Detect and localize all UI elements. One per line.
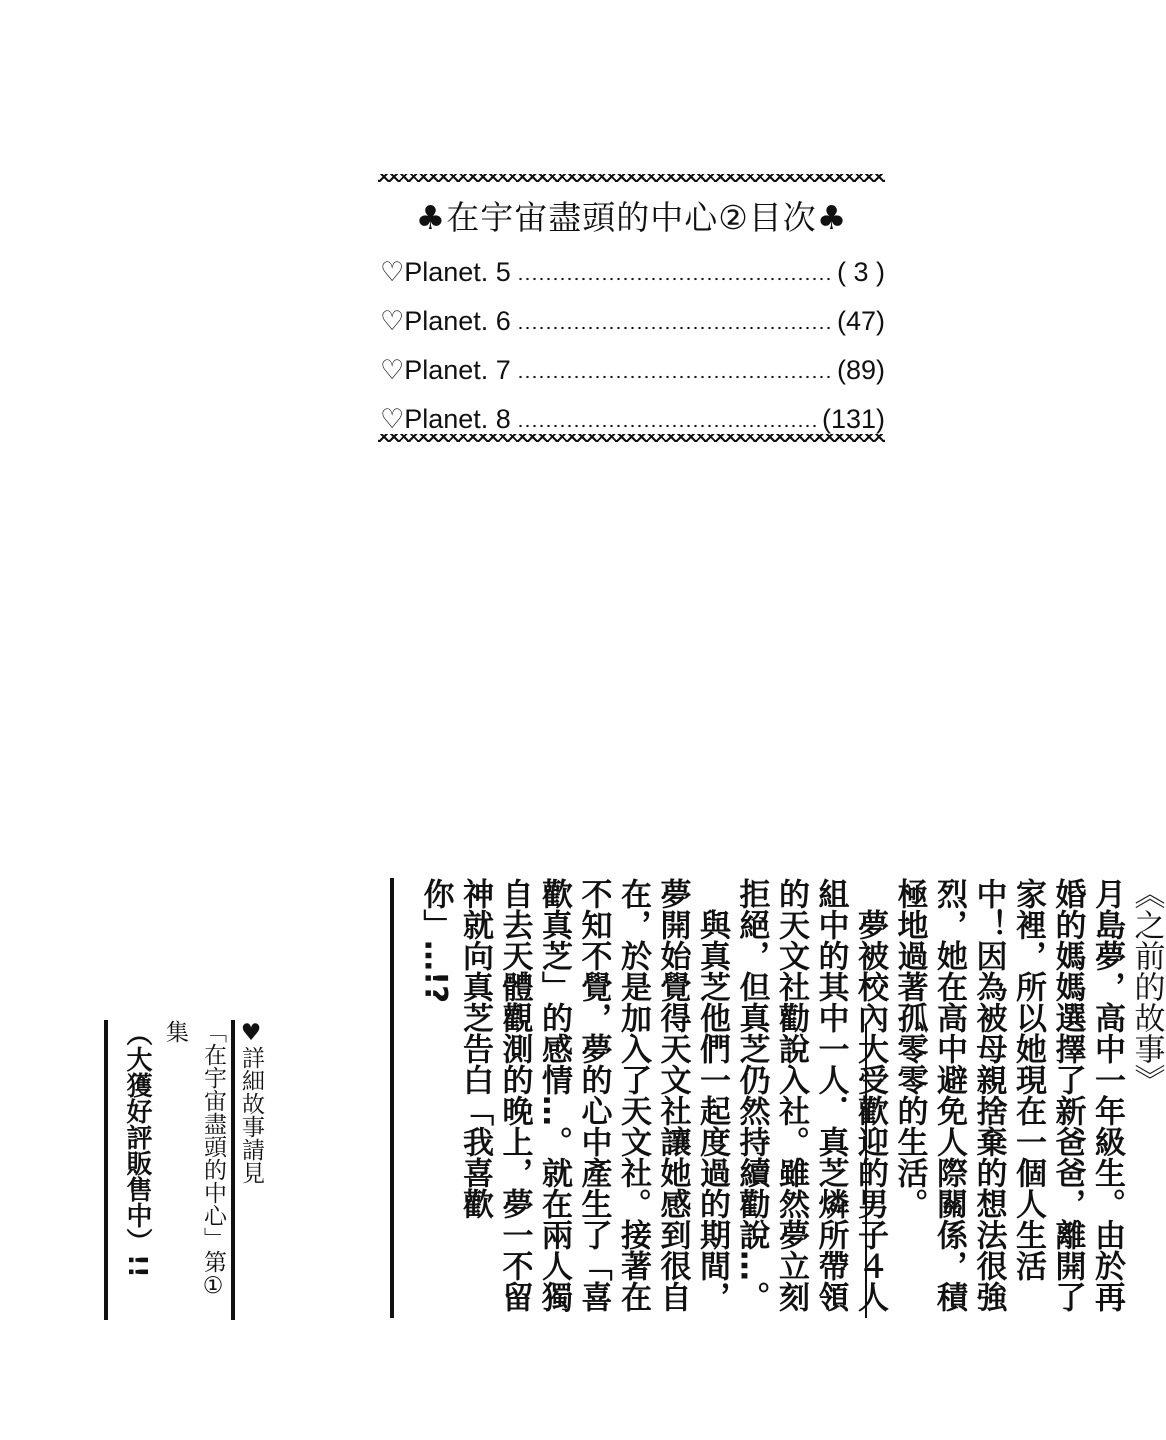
toc-chapter: ♡Planet. 7 bbox=[380, 355, 511, 385]
volume-note bbox=[118, 1020, 270, 1320]
story-paragraph: 月島夢，高中一年級生。由於再婚的媽媽選擇了新爸爸，離開了家裡，所以她現在一個人生活中！因為被母親捨棄的想法很強烈，她在高中避免人際關係，積極地過著孤零零的生活。 bbox=[891, 878, 1125, 1312]
toc-leader-dots bbox=[517, 375, 831, 379]
toc-leader-dots bbox=[517, 326, 831, 330]
toc-bottom-border bbox=[378, 434, 885, 442]
story-heading: 《之前的故事》 bbox=[1128, 878, 1165, 1095]
note-line: 「在宇宙盡頭的中心」第①集 bbox=[162, 1020, 226, 1299]
toc-entry bbox=[380, 297, 885, 346]
note-left-border bbox=[104, 1020, 108, 1320]
note-line: ♥詳細故事請見 bbox=[238, 1020, 264, 1184]
story-recap bbox=[415, 878, 1166, 1318]
note-line: （大獲好評販售中）!! bbox=[122, 1020, 152, 1278]
story-paragraph: 與真芝他們一起度過的期間，夢開始覺得天文社讓她感到很自在，於是加入了天文社。接著在不知不覺，夢的心中產生了「喜歡真芝」的感情…。就在兩人獨自去天體觀測的晚上，夢一不留神就向真芝告白「我喜歡你」…!? bbox=[417, 878, 730, 1312]
toc-chapter: ♡Planet. 5 bbox=[380, 257, 511, 287]
toc-list bbox=[380, 248, 885, 444]
toc-leader-dots bbox=[517, 424, 816, 428]
story-paragraph: 夢被校內大受歡迎的男子４人組中的其中一人．真芝燐所帶領的天文社勸說入社。雖然夢立刻拒絕，但真芝仍然持續勸說…。 bbox=[733, 878, 888, 1312]
toc-page-number: (131) bbox=[821, 404, 885, 434]
toc-page-number: (47) bbox=[836, 306, 885, 336]
toc-entry bbox=[380, 346, 885, 395]
toc-top-border bbox=[378, 174, 885, 182]
toc-leader-dots bbox=[517, 277, 831, 281]
toc-page-number: ( 3 ) bbox=[836, 257, 885, 287]
toc-page-number: (89) bbox=[836, 355, 885, 385]
toc-chapter: ♡Planet. 6 bbox=[380, 306, 511, 336]
toc-chapter: ♡Planet. 8 bbox=[380, 404, 511, 434]
toc-entry bbox=[380, 248, 885, 297]
story-left-border bbox=[390, 878, 394, 1318]
toc-title: ♣在宇宙盡頭的中心②目次♣ bbox=[415, 198, 848, 237]
